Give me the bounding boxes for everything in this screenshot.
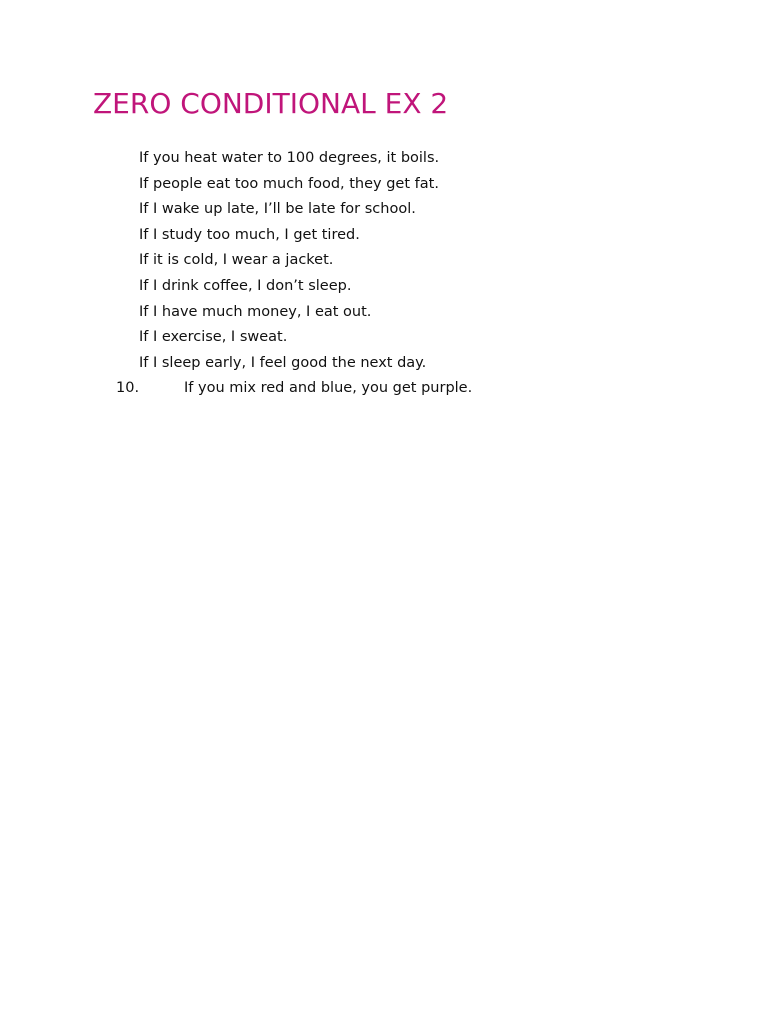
item-text: If I sleep early, I feel good the next day.	[139, 354, 427, 371]
item-text: If people eat too much food, they get fat.	[139, 175, 439, 192]
item-text: If I have much money, I eat out.	[139, 303, 372, 320]
page-title: ZERO CONDITIONAL EX 2	[93, 87, 449, 120]
item-text: If you heat water to 100 degrees, it boils.	[139, 150, 440, 166]
item-text: If I study too much, I get tired.	[139, 226, 360, 243]
item-text: If it is cold, I wear a jacket.	[139, 252, 334, 269]
item-text: If I drink coffee, I don’t sleep.	[139, 277, 352, 294]
item-number: 10.	[116, 380, 140, 397]
item-text: If I exercise, I sweat.	[139, 329, 288, 346]
item-text: If I wake up late, I’ll be late for school.	[139, 201, 416, 218]
item-text: If you mix red and blue, you get purple.	[184, 380, 473, 397]
